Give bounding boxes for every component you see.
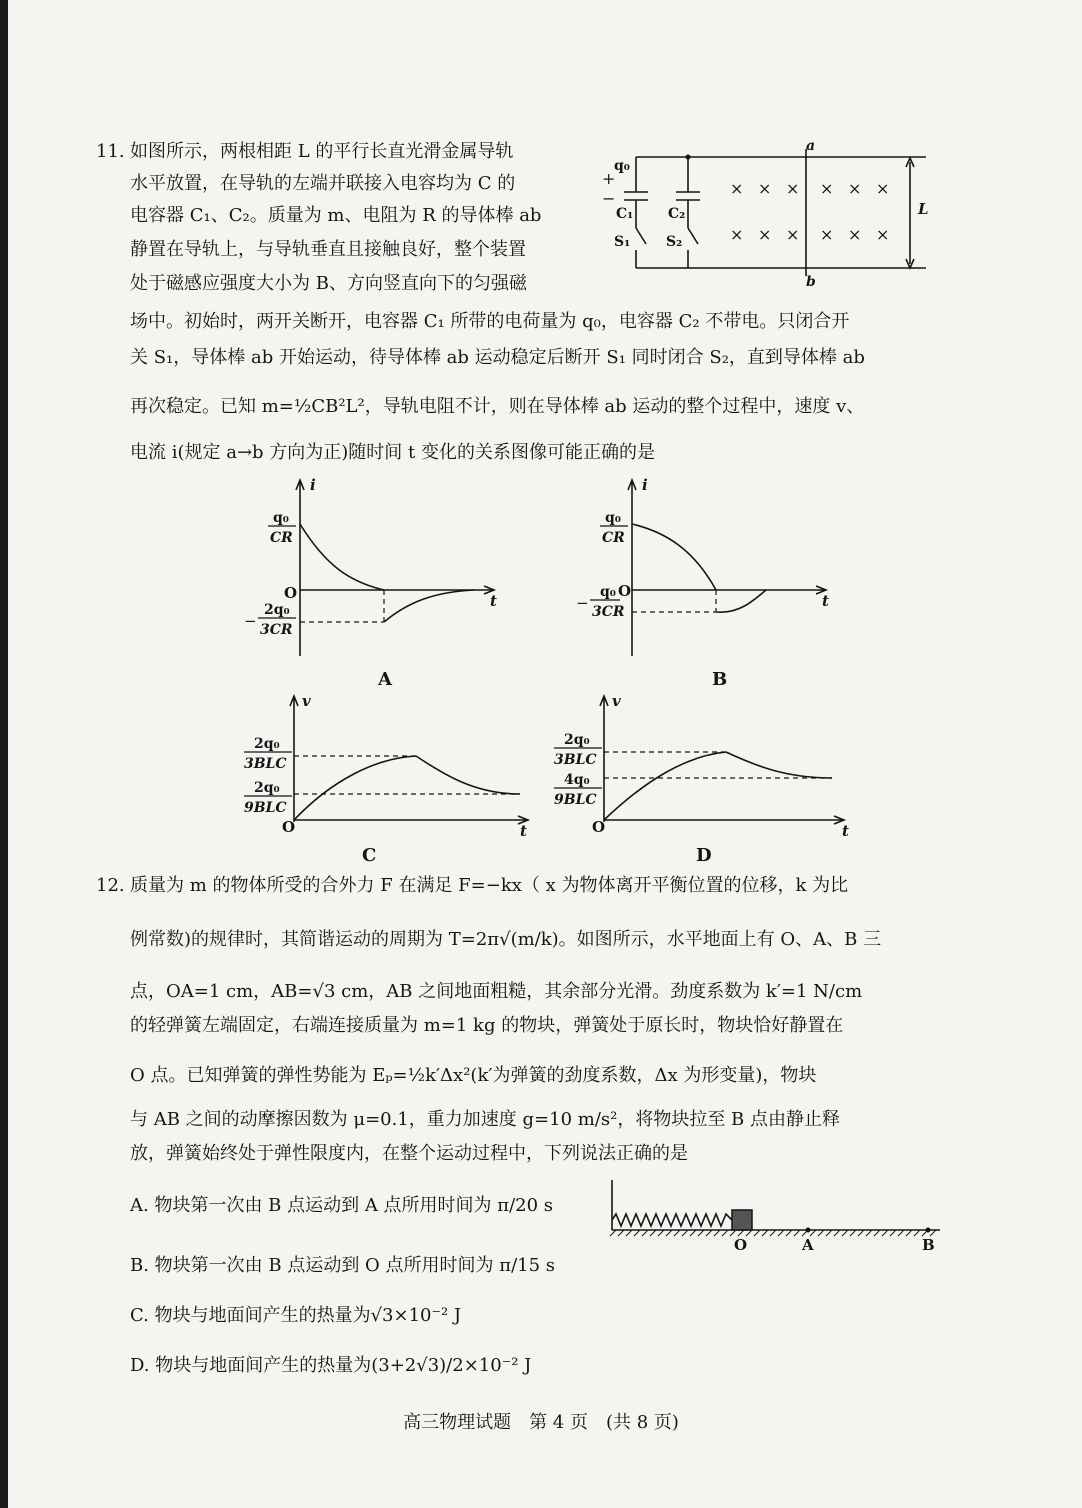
graph-a-bottom-numerator: 2q₀ [264,602,290,618]
graph-a-caption: A [378,669,392,690]
q11-line-9: 电流 i(规定 a→b 方向为正)随时间 t 变化的关系图像可能正确的是 [130,442,655,463]
scan-edge [0,0,8,1508]
graph-a-top-denominator: CR [270,530,293,546]
q12-option-d: D. 物块与地面间产生的热量为(3+2√3)/2×10⁻² J [130,1355,532,1376]
field-cross-icon: × [786,179,800,198]
q11-line-4: 静置在导轨上，与导轨垂直且接触良好，整个装置 [130,239,526,260]
graph-d-bottom-numerator: 4q₀ [564,772,590,788]
graph-b-bottom-sign: − [576,594,589,612]
q11-line-2: 水平放置，在导轨的左端并联接入电容均为 C 的 [130,173,516,194]
graph-c-x-axis-label: t [520,822,527,840]
graph-a-x-axis-label: t [490,592,497,610]
circuit-label-b: b [806,274,816,290]
graph-d-y-axis-label: v [612,692,621,710]
field-cross-icon: × [758,225,772,244]
graph-b-origin: O [618,582,632,600]
graph-d-caption: D [696,845,712,866]
graph-a-y-axis-label: i [310,476,316,494]
spring-block-diagram [600,1176,944,1256]
graph-c-origin: O [282,818,296,836]
point-a-label: A [802,1236,814,1254]
graph-d-x-axis-label: t [842,822,849,840]
circuit-s2: S₂ [666,234,683,250]
ground-hatching [610,1230,936,1236]
q12-line-7: 放，弹簧始终处于弹性限度内，在整个运动过程中，下列说法正确的是 [130,1143,688,1164]
circuit-c1: C₁ [616,206,634,222]
graph-b-bottom-denominator: 3CR [592,604,625,620]
graph-c-bottom-numerator: 2q₀ [254,780,280,796]
circuit-q0: q₀ [614,158,630,174]
block [732,1210,752,1230]
question-11-number: 11. [96,141,125,162]
graph-c-caption: C [362,845,377,866]
graph-a [238,474,510,660]
graph-c-top-numerator: 2q₀ [254,736,280,752]
field-cross-icon: × [758,179,772,198]
graph-b-top-denominator: CR [602,530,625,546]
circuit-label-L: L [918,200,929,218]
q12-option-b: B. 物块第一次由 B 点运动到 O 点所用时间为 π/15 s [130,1255,556,1276]
field-cross-icon: × [786,225,800,244]
graph-b-bottom-numerator: q₀ [600,584,616,600]
graph-a-bottom-denominator: 3CR [260,622,293,638]
field-cross-icon: × [876,179,890,198]
graph-b-caption: B [712,669,728,690]
circuit-s1: S₁ [614,234,631,250]
graph-c [236,692,536,842]
question-12-number: 12. [96,875,125,896]
graph-b-x-axis-label: t [822,592,829,610]
page-footer: 高三物理试题 第 4 页 (共 8 页) [403,1412,679,1433]
circuit-plus: + [602,169,616,188]
field-cross-icon: × [730,179,744,198]
field-cross-icon: × [820,179,834,198]
q11-line-7: 关 S₁，导体棒 ab 开始运动，待导体棒 ab 运动稳定后断开 S₁ 同时闭合 S₂，直到导体棒 ab [130,347,865,368]
field-cross-icon: × [820,225,834,244]
point-o-label: O [734,1236,748,1254]
field-cross-icon: × [848,225,862,244]
graph-d [546,692,852,842]
q12-option-c: C. 物块与地面间产生的热量为√3×10⁻² J [130,1305,462,1326]
graph-c-y-axis-label: v [302,692,311,710]
graph-b [570,474,842,660]
graph-a-bottom-sign: − [244,612,257,630]
q12-line-4: 的轻弹簧左端固定，右端连接质量为 m=1 kg 的物块，弹簧处于原长时，物块恰好静置在 [130,1015,844,1036]
graph-d-top-denominator: 3BLC [554,752,597,768]
spring [612,1214,732,1226]
field-cross-icon: × [730,225,744,244]
field-cross-icon: × [876,225,890,244]
q11-line-5: 处于磁感应强度大小为 B、方向竖直向下的匀强磁 [130,273,527,294]
magnetic-field-crosses [730,179,889,244]
graph-c-bottom-denominator: 9BLC [244,800,287,816]
field-cross-icon: × [848,179,862,198]
point-b-label: B [922,1236,935,1254]
graph-a-top-numerator: q₀ [273,510,289,526]
circuit-label-a: a [806,138,816,154]
graph-a-origin: O [284,584,298,602]
circuit-minus: − [602,189,616,208]
q12-line-1: 质量为 m 的物体所受的合外力 F 在满足 F=−kx（ x 为物体离开平衡位置的位移，k 为比 [130,875,849,896]
q12-line-3: 点，OA=1 cm，AB=√3 cm，AB 之间地面粗糙，其余部分光滑。劲度系数为 k′=1 N/cm [130,981,863,1002]
q12-line-2: 例常数)的规律时，其简谐运动的周期为 T=2π√(m/k)。如图所示，水平地面上有 O、A、B 三 [130,929,882,950]
q12-line-6: 与 AB 之间的动摩擦因数为 μ=0.1，重力加速度 g=10 m/s²，将物块拉至 B 点由静止释 [130,1109,841,1130]
q11-line-3: 电容器 C₁、C₂。质量为 m、电阻为 R 的导体棒 ab [130,205,542,226]
graph-b-y-axis-label: i [642,476,648,494]
q12-option-a: A. 物块第一次由 B 点运动到 A 点所用时间为 π/20 s [130,1195,554,1216]
graph-c-top-denominator: 3BLC [244,756,287,772]
q11-line-8: 再次稳定。已知 m=½CB²L²，导轨电阻不计，则在导体棒 ab 运动的整个过程中，速度 v、 [130,396,865,417]
q11-line-6: 场中。初始时，两开关断开，电容器 C₁ 所带的电荷量为 q₀，电容器 C₂ 不带电。只闭合开 [130,311,850,332]
circuit-diagram [596,136,936,290]
q11-line-1: 如图所示，两根相距 L 的平行长直光滑金属导轨 [130,141,514,162]
q12-line-5: O 点。已知弹簧的弹性势能为 Eₚ=½k′Δx²(k′为弹簧的劲度系数，Δx 为形变量)，物块 [130,1065,817,1086]
graph-d-top-numerator: 2q₀ [564,732,590,748]
graph-d-origin: O [592,818,606,836]
circuit-c2: C₂ [668,206,686,222]
graph-d-bottom-denominator: 9BLC [554,792,597,808]
graph-b-top-numerator: q₀ [605,510,621,526]
